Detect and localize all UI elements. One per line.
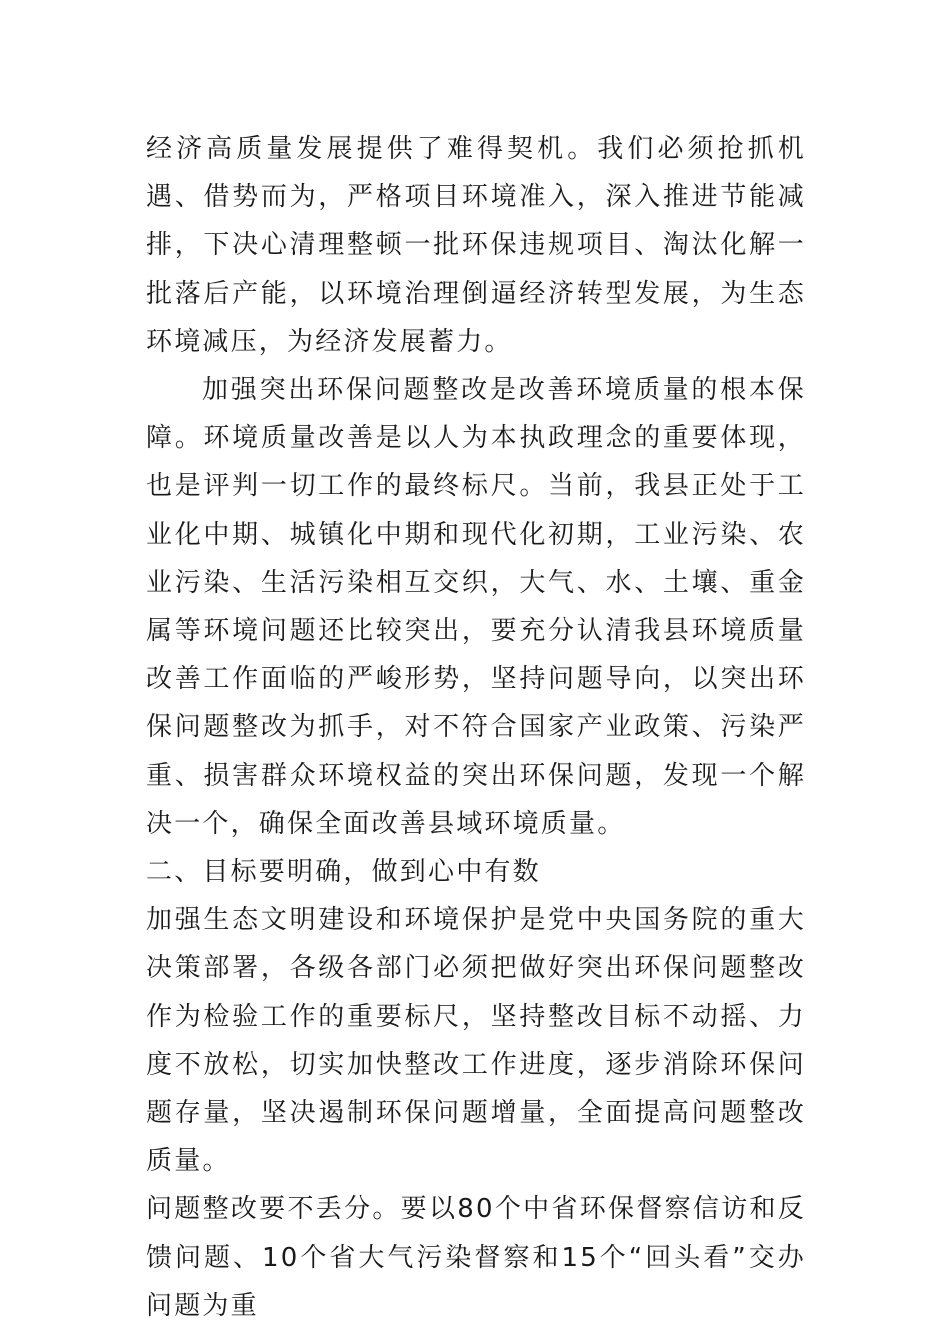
document-body — [146, 125, 806, 1330]
paragraph-no-points-lost: 问题整改要不丢分。要以80个中省环保督察信访和反馈问题、10个省大气污染督察和15个“回头看”交办问题为重 — [146, 1194, 806, 1321]
paragraph-decision-deployment: 加强生态文明建设和环境保护是党中央国务院的重大决策部署，各级各部门必须把做好突出环保问题整改作为检验工作的重要标尺，坚持整改目标不动摇、力度不放松，切实加快整改工作进度，逐步消除环保问题存量，坚决遏制环保问题增量，全面提高问题整改质量。 — [146, 905, 806, 1177]
paragraph-rectification-guarantee: 加强突出环保问题整改是改善环境质量的根本保障。环境质量改善是以人为本执政理念的重要体现，也是评判一切工作的最终标尺。当前，我县正处于工业化中期、城镇化中期和现代化初期，工业污染、农业污染、生活污染相互交织，大气、水、土壤、重金属等环境问题还比较突出，要充分认清我县环境质量改善工作面临的严峻形势，坚持问题导向，以突出环保问题整改为抓手，对不符合国家产业政策、污染严重、损害群众环境权益的突出环保问题，发现一个解决一个，确保全面改善县域环境质量。 — [146, 375, 806, 839]
section-heading-targets: 二、目标要明确，做到心中有数 — [146, 857, 541, 888]
paragraph-economy-opportunity: 经济高质量发展提供了难得契机。我们必须抢抓机遇、借势而为，严格项目环境准入，深入推进节能减排，下决心清理整顿一批环保违规项目、淘汰化解一批落后产能，以环境治理倒逼经济转型发展，为生态环境减压，为经济发展蓄力。 — [146, 134, 806, 357]
